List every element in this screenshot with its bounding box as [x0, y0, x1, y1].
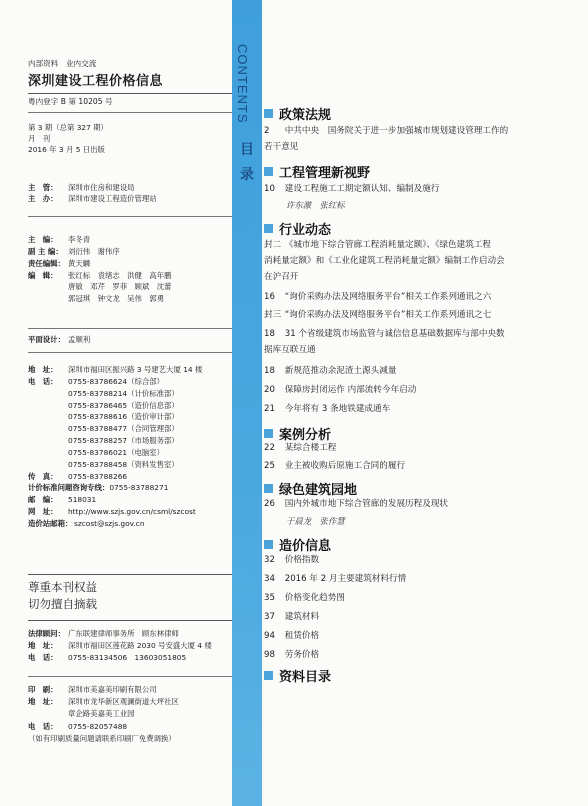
contents-en-label: CONTENTS [235, 44, 250, 124]
toc-entry[interactable]: 98 劳务价格 [264, 650, 320, 660]
section-heading: 工程管理新视野 [264, 162, 370, 181]
staff-row: 主 编： 李冬青 [28, 235, 91, 244]
toc-entry[interactable]: 26 国内外城市地下综合管廊的发展历程及现状 [264, 499, 449, 509]
masthead-title: 深圳建设工程价格信息 [28, 74, 164, 89]
toc-entry[interactable]: 10 建设工程施工工期定额认知、编制及施行 [264, 184, 440, 194]
toc-entry[interactable]: 20 保障房封闭运作 内部流转今年启动 [264, 385, 417, 395]
contact-rule [28, 574, 238, 575]
toc-entry[interactable]: 2 中共中央 国务院关于进一步加强城市规划建设管理工作的 [264, 126, 509, 136]
org-info [28, 182, 157, 204]
copyright-slogan: 尊重本刊权益 切勿擅自摘载 [28, 580, 97, 611]
phone-line: 0755-83788477（合同管理部） [68, 424, 179, 434]
toc-entry[interactable]: 34 2016 年 2 月主要建筑材料行情 [264, 574, 407, 584]
table-of-contents [264, 0, 580, 806]
section-heading: 政策法规 [264, 104, 331, 123]
issue-info [28, 122, 108, 155]
toc-entry-cont[interactable]: 在沪召开 [264, 272, 299, 282]
phone-line: 0755-83788458（资料发售室） [68, 459, 179, 469]
contents-cn-label: 目 录 [240, 141, 254, 183]
issue-frequency: 月 刊 [28, 134, 51, 144]
issue-date: 2016 年 3 月 5 日出版 [28, 145, 105, 155]
square-bullet-icon [264, 540, 273, 549]
square-bullet-icon [264, 671, 273, 680]
masthead-rule [28, 93, 238, 94]
hotline-row: 计价标准问题咨询专线： 0755-83788271 [28, 483, 169, 493]
toc-entry[interactable]: 22 某综合楼工程 [264, 443, 337, 453]
contents-band-label [235, 44, 259, 188]
fax-row: 传 真： 0755-83788266 [28, 471, 128, 481]
phone-line: 0755-83786465（造价信息部） [68, 400, 179, 410]
printer-info: 印 刷： 深圳市美嘉美印刷有限公司 地 址： 深圳市龙华新区观澜街道大坪社区 章企路美嘉美工业园 电 话： 0755-82057488 （如有印刷质量问题请联系印刷厂免费调换） [28, 684, 179, 745]
toc-entry[interactable]: 94 租赁价格 [264, 631, 320, 641]
toc-entry[interactable]: 25 业主被收购后原施工合同的履行 [264, 461, 406, 471]
toc-entry-cont[interactable]: 若干意见 [264, 142, 299, 152]
legal-rule [28, 676, 238, 677]
toc-entry[interactable]: 32 价格指数 [264, 555, 320, 565]
toc-author: 许东激 张红标 [286, 200, 345, 210]
slogan-rule [28, 620, 238, 621]
colophon-column [14, 0, 230, 806]
square-bullet-icon [264, 224, 273, 233]
square-bullet-icon [264, 167, 273, 176]
toc-entry[interactable]: 37 建筑材料 [264, 612, 320, 622]
masthead-permit: 粤内登字 B 第 10205 号 [28, 97, 113, 106]
issue-number: 第 3 期（总第 327 期） [28, 123, 108, 132]
toc-entry[interactable]: 18 新规范推动余泥渣土源头减量 [264, 366, 397, 376]
legal-info: 法律顾问： 广东联建律师事务所 顾东林律师 地 址： 深圳市福田区莲花路 2030 号安盛大厦 4 楼 电 话： 0755-83134506 13603051805 [28, 629, 212, 662]
address-row: 地 址： 深圳市福田区振兴路 3 号建艺大厦 14 楼 [28, 365, 203, 374]
section-heading: 行业动态 [264, 219, 331, 238]
toc-entry[interactable]: 21 今年将有 3 条地铁建成通车 [264, 404, 391, 414]
toc-entry-cont[interactable]: 据库互联互通 [264, 345, 316, 355]
toc-entry[interactable]: 封二 《城市地下综合管廊工程消耗量定额》、《绿色建筑工程 [264, 240, 491, 250]
toc-entry[interactable]: 封三 “询价采购办法及网络服务平台”相关工作系列通讯之七 [264, 310, 492, 320]
permit-rule [28, 112, 238, 113]
toc-entry[interactable]: 18 31 个省级建筑市场监管与诚信信息基础数据库与部中央数 [264, 329, 505, 339]
toc-entry[interactable]: 35 价格变化趋势图 [264, 593, 345, 603]
toc-author: 于晨龙 张作慧 [286, 516, 345, 526]
square-bullet-icon [264, 429, 273, 438]
printer-note: （如有印刷质量问题请联系印刷厂免费调换） [28, 733, 176, 743]
staff-more: 郭冠琪 钟文龙 吴伟 郭勇 [68, 294, 165, 304]
email-row: 造价站邮箱： szcost@szjs.gov.cn [28, 518, 145, 528]
zip-row: 邮 编： 518031 [28, 495, 97, 505]
org-row: 主 办： 深圳市建设工程造价管理站 [28, 194, 157, 204]
phone-line: 0755-83788616（造价审计部） [68, 412, 179, 422]
section-heading: 资料目录 [264, 666, 331, 685]
toc-entry-cont[interactable]: 消耗量定额》和《工业化建筑工程消耗量定额》编制工作启动会 [264, 256, 505, 266]
design-rule [28, 352, 238, 353]
design-info: 平面设计： 孟顺利 [28, 335, 91, 344]
staff-row: 编 辑： 张红标 袁绪志 洪健 高年鹏 [28, 270, 172, 280]
staff-info [28, 234, 171, 305]
phone-line: 0755-83788257（市场服务部） [68, 436, 179, 446]
staff-more: 唐敏 邓芹 罗菲 顾斌 沈蕾 [68, 282, 172, 292]
web-row: 网 址： http://www.szjs.gov.cn/csml/szcost [28, 507, 196, 517]
phone-row: 电 话： 0755-83786624（综合部） [28, 376, 165, 386]
section-heading: 案例分析 [264, 424, 331, 443]
toc-entry[interactable]: 16 “询价采购办法及网络服务平台”相关工作系列通讯之六 [264, 292, 492, 302]
staff-row: 副 主 编： 刘衍伟 谢伟序 [28, 246, 120, 256]
phone-line: 0755-83786021（电脑室） [68, 447, 165, 457]
section-heading: 绿色建筑园地 [264, 479, 357, 498]
masthead-tag: 内部资料 业内交流 [28, 59, 97, 68]
staff-row: 责任编辑： 黄天麟 [28, 258, 91, 268]
staff-rule [28, 328, 238, 329]
org-row: 主 管： 深圳市住房和建设局 [28, 183, 135, 192]
org-rule [28, 216, 238, 217]
phone-line: 0755-83788214（计价标准部） [68, 388, 179, 398]
section-heading: 造价信息 [264, 535, 331, 554]
square-bullet-icon [264, 109, 273, 118]
square-bullet-icon [264, 484, 273, 493]
contact-info [28, 364, 202, 530]
